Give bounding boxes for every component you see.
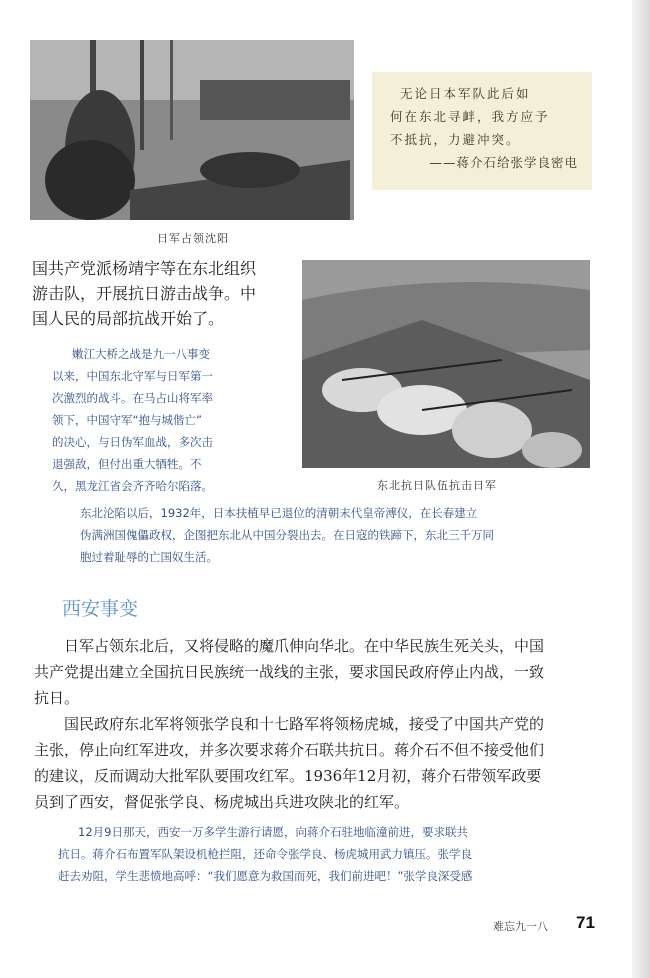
note-line: 领下，中国守军“抱与城偕亡”: [52, 413, 202, 427]
note-line: 赶去劝阻，学生悲愤地高呼：“我们愿意为救国而死，我们前进吧！”张学良深受感: [58, 869, 473, 883]
paragraph-line: 共产党提出建立全国抗日民族统一战线的主张，要求国民政府停止内战，一致: [34, 663, 545, 681]
photo-resistance: [302, 260, 590, 468]
note-line: 胞过着耻辱的亡国奴生活。: [80, 550, 218, 564]
paragraph-1: [34, 633, 594, 711]
note-line: 12月9日那天，西安一万多学生游行请愿，向蒋介石驻地临潼前进，要求联共: [78, 825, 468, 839]
paragraph-line: 的建议，反而调动大批军队要围攻红军。1936年12月初，蒋介石带领军政要: [34, 767, 542, 785]
note-line: 退强敌，但付出重大牺牲。不: [52, 457, 202, 471]
photo-shenyang: [30, 40, 354, 220]
note-xian-students: [58, 821, 598, 887]
paragraph-line: 主张，停止向红军进攻，并多次要求蒋介石联共抗日。蒋介石不但不接受他们: [34, 741, 545, 759]
intro-line: 国共产党派杨靖宇等在东北组织: [32, 259, 257, 278]
paragraph-line: 员到了西安，督促张学良、杨虎城出兵进攻陕北的红军。: [34, 793, 410, 811]
note-line: 次激烈的战斗。在马占山将军率: [52, 391, 213, 405]
chapter-label: 难忘九一八: [493, 920, 548, 933]
note-line: 嫩江大桥之战是九一八事变: [72, 347, 210, 361]
quote-line: 无论日本军队此后如: [400, 86, 531, 101]
note-line: 抗日。蒋介石布置军队架设机枪拦阻，还命令张学良、杨虎城用武力镇压。张学良: [58, 847, 472, 861]
intro-text: [32, 256, 292, 331]
note-line: 以来，中国东北守军与日军第一: [52, 369, 213, 383]
intro-line: 国人民的局部抗战开始了。: [32, 309, 225, 328]
page-number: 71: [576, 913, 595, 932]
note-line: 伪满洲国傀儡政权，企图把东北从中国分裂出去。在日寇的铁蹄下，东北三千万同: [80, 528, 494, 542]
note-manchukuo: [80, 502, 600, 568]
section-title: 西安事变: [62, 598, 139, 620]
quote-line: 何在东北寻衅，我方应予: [390, 109, 550, 124]
paragraph-line: 国民政府东北军将领张学良和十七路军将领杨虎城，接受了中国共产党的: [64, 715, 545, 733]
paragraph-2: [34, 711, 594, 815]
quote-source: ——蒋介石给张学良密电: [429, 155, 578, 170]
note-line: 久，黑龙江省会齐齐哈尔陷落。: [52, 479, 213, 493]
paragraph-line: 抗日。: [34, 689, 80, 707]
photo-resistance-caption: 东北抗日队伍抗击日军: [377, 479, 497, 492]
page-edge: [632, 0, 650, 978]
note-nenjiang: [52, 343, 302, 497]
quote-box: [372, 72, 592, 190]
quote-line: 不抵抗，力避冲突。: [390, 132, 521, 147]
paragraph-line: 日军占领东北后，又将侵略的魔爪伸向华北。在中华民族生死关头，中国: [64, 637, 545, 655]
note-line: 的决心，与日伪军血战，多次击: [52, 435, 213, 449]
photo-shenyang-caption: 日军占领沈阳: [157, 232, 229, 245]
note-line: 东北沦陷以后，1932年，日本扶植早已退位的清朝末代皇帝溥仪，在长春建立: [80, 506, 478, 520]
intro-line: 游击队，开展抗日游击战争。中: [32, 284, 257, 303]
